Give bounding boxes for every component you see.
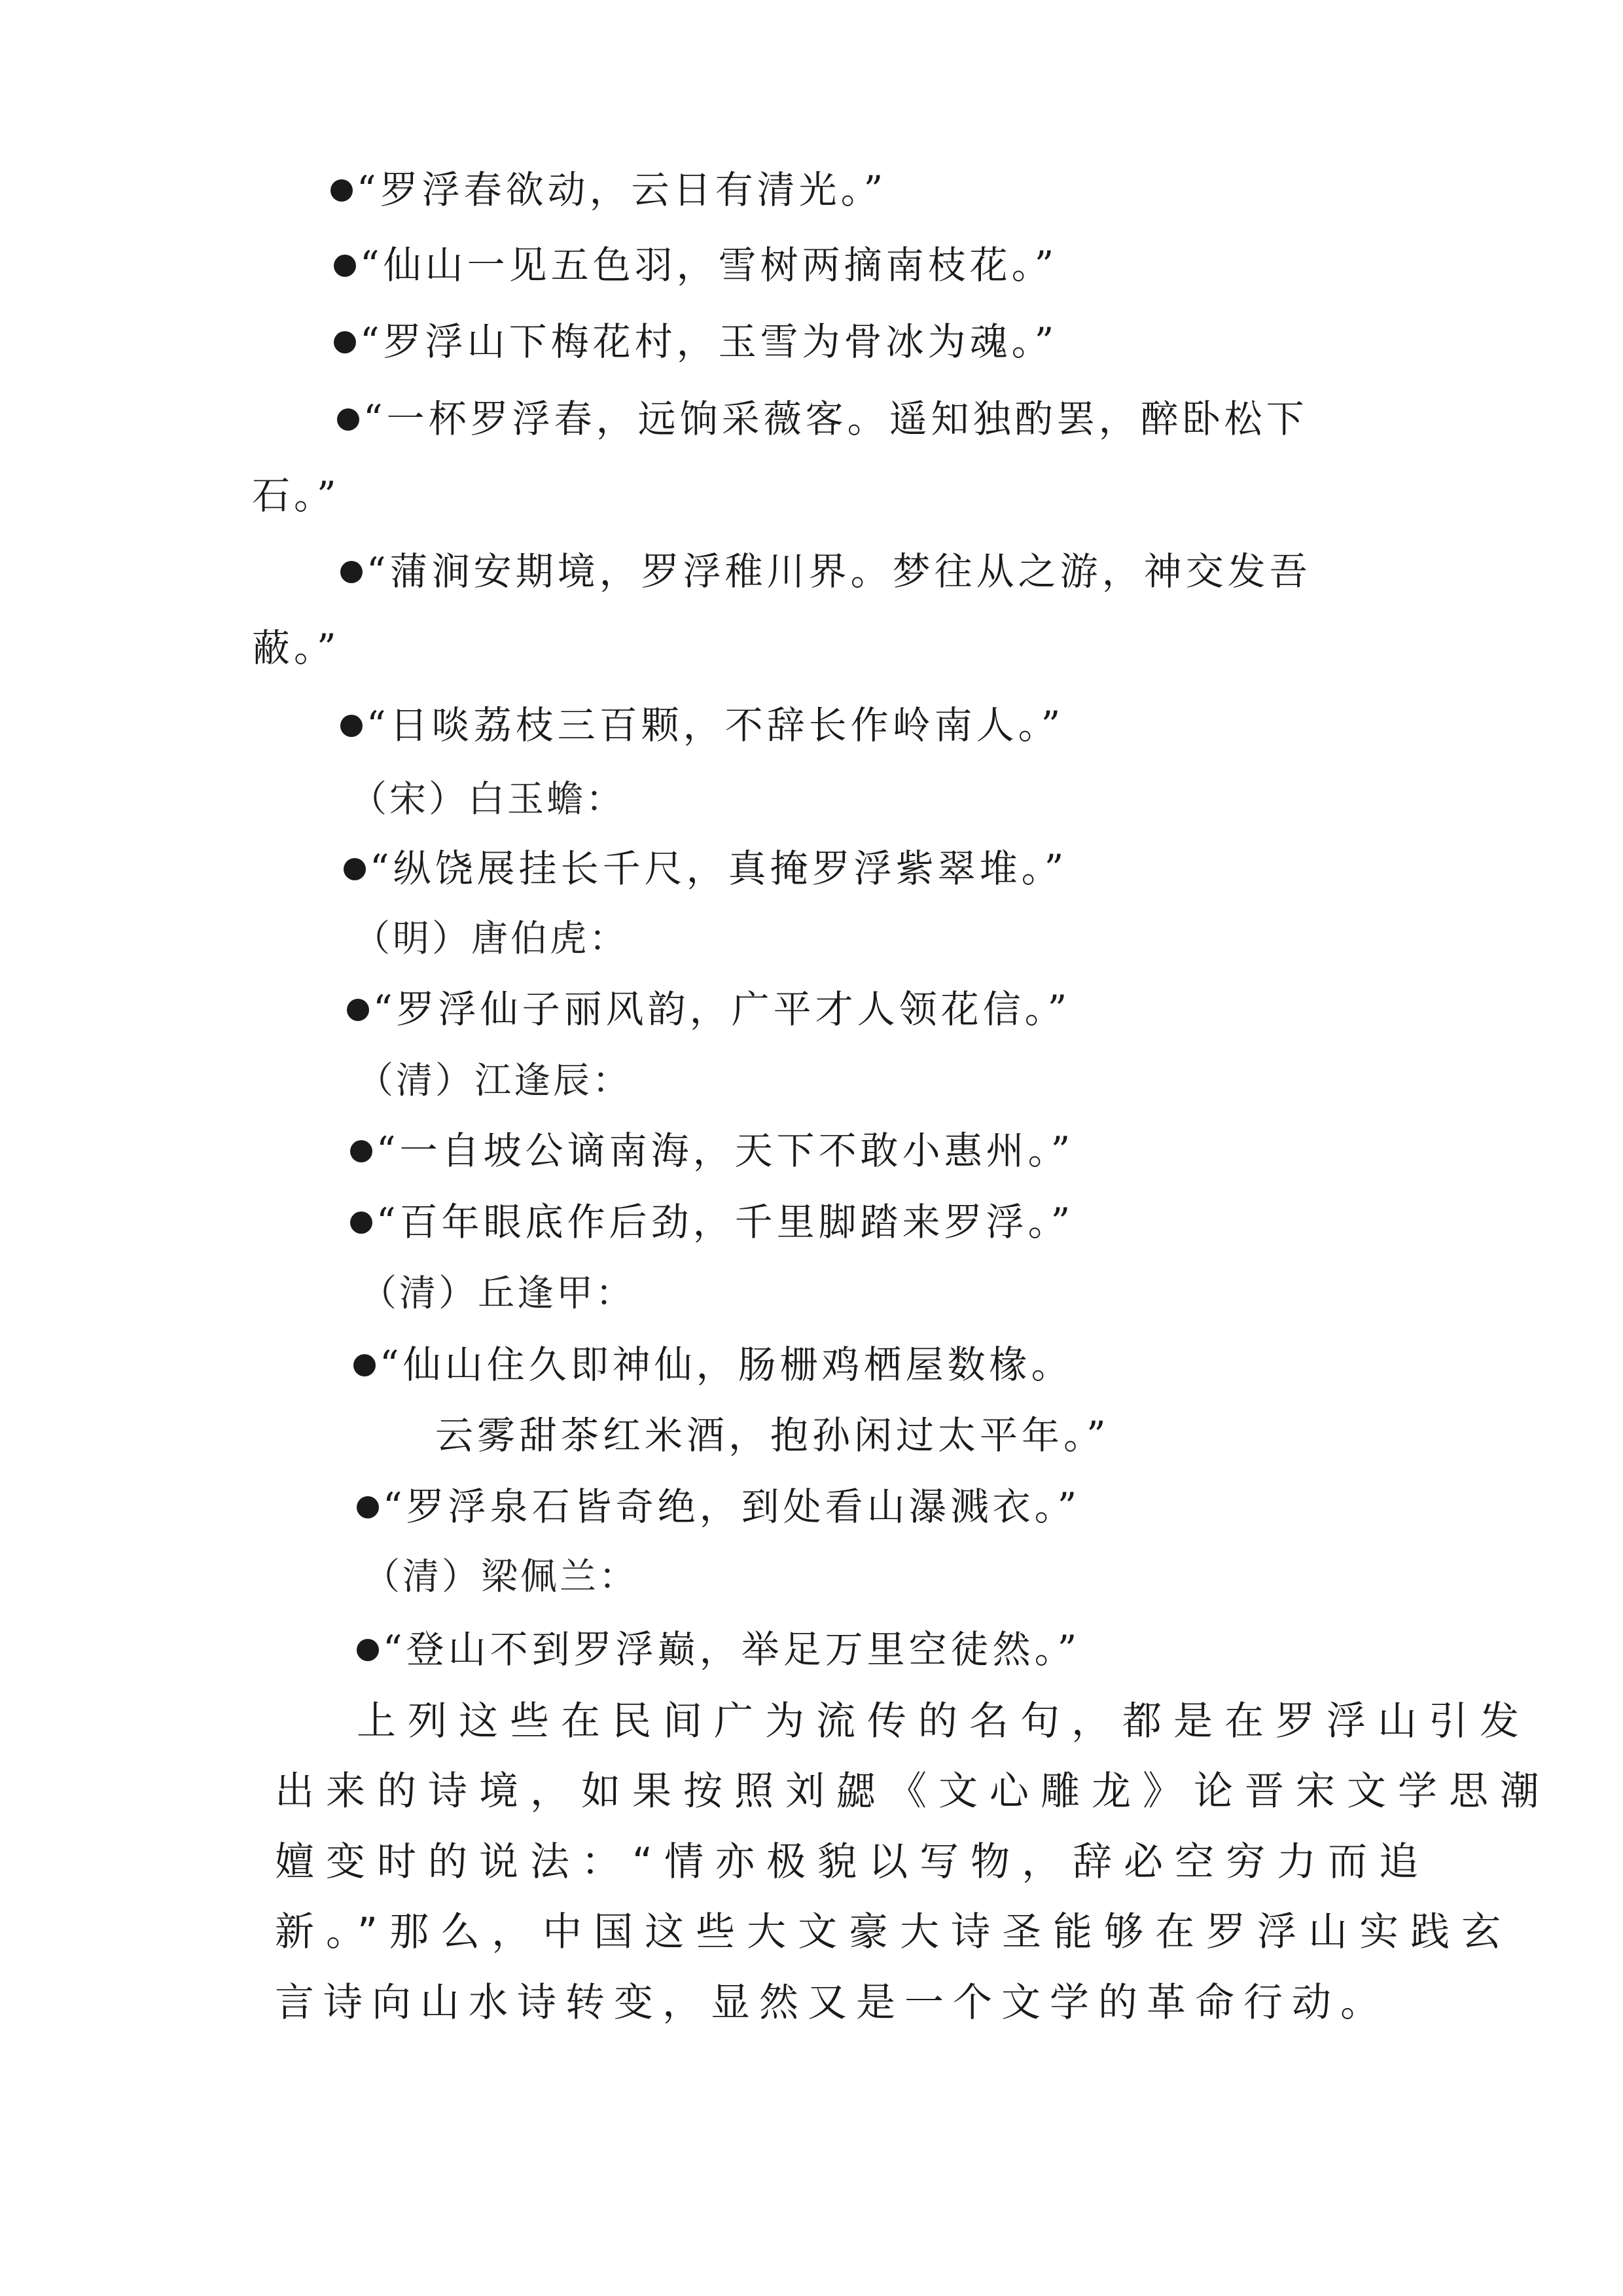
quote-continuation xyxy=(252,625,340,671)
author-heading: （明）唐伯虎： xyxy=(353,918,628,960)
bullet-icon xyxy=(330,179,353,202)
quote-line xyxy=(340,702,1064,748)
body-paragraph-line: 新。”那么，中国这些大文豪大诗圣能够在罗浮山实践玄 xyxy=(275,1909,1513,1955)
quote-line xyxy=(357,1484,1080,1530)
quote-text: “百年眼底作后劲，千里脚踏来罗浮。” xyxy=(376,1200,1075,1244)
quote-text: “罗浮仙子丽风韵，广平才人领花信。” xyxy=(373,987,1071,1031)
quote-line xyxy=(353,1342,1073,1388)
bullet-icon xyxy=(357,1639,379,1661)
quote-line xyxy=(357,1626,1080,1672)
quote-line xyxy=(340,548,1311,594)
quote-line xyxy=(330,167,887,213)
body-paragraph-line: 言诗向山水诗转变，显然又是一个文学的革命行动。 xyxy=(275,1980,1389,2026)
bullet-icon xyxy=(357,1496,379,1518)
quote-continuation xyxy=(435,1412,1110,1458)
author-heading: （清）梁佩兰： xyxy=(363,1556,638,1598)
quote-line xyxy=(334,319,1058,365)
body-paragraph-line: 嬗变时的说法：“情亦极貌以写物，辞必空穷力而追 xyxy=(275,1839,1431,1885)
quote-line xyxy=(350,1128,1074,1174)
quote-text: “仙山一见五色羽，雪树两摘南枝花。” xyxy=(360,243,1058,287)
author-heading: （宋）白玉蟾： xyxy=(350,778,625,821)
bullet-icon xyxy=(334,331,356,353)
quote-text: 云雾甜茶红米酒，抱孙闲过太平年。” xyxy=(435,1413,1110,1458)
quote-text: 石。” xyxy=(252,473,340,518)
quote-text: “罗浮春欲动，云日有清光。” xyxy=(357,168,887,212)
quote-line xyxy=(334,242,1058,288)
quote-text: “纵饶展挂长千尺，真掩罗浮紫翠堆。” xyxy=(370,846,1068,891)
quote-text: “登山不到罗浮巅，举足万里空徒然。” xyxy=(383,1627,1081,1672)
quote-text: “一杯罗浮春，远饷采薇客。遥知独酌罢，醉卧松下 xyxy=(363,397,1308,441)
bullet-icon xyxy=(344,858,366,880)
author-heading: （清）丘逢甲： xyxy=(360,1272,635,1315)
bullet-icon xyxy=(350,1211,372,1234)
quote-line xyxy=(347,986,1071,1032)
bullet-icon xyxy=(334,255,356,277)
bullet-icon xyxy=(347,999,369,1021)
bullet-icon xyxy=(340,561,363,583)
bullet-icon xyxy=(353,1354,376,1376)
quote-text: “罗浮山下梅花村，玉雪为骨冰为魂。” xyxy=(360,319,1058,364)
bullet-icon xyxy=(340,715,363,737)
quote-line xyxy=(344,846,1067,891)
quote-line xyxy=(337,396,1308,442)
quote-text: “一自坡公谪南海，天下不敢小惠州。” xyxy=(376,1128,1075,1173)
body-paragraph-line: 上列这些在民间广为流传的名句，都是在罗浮山引发 xyxy=(357,1698,1531,1744)
quote-text: 蔽。” xyxy=(252,626,340,670)
bullet-icon xyxy=(337,408,359,431)
quote-text: “罗浮泉石皆奇绝，到处看山瀑溅衣。” xyxy=(383,1484,1081,1529)
quote-continuation xyxy=(252,473,340,518)
author-heading: （清）江逢辰： xyxy=(357,1060,632,1102)
quote-line xyxy=(350,1199,1074,1245)
body-paragraph-line: 出来的诗境，如果按照刘勰《文心雕龙》论晋宋文学思潮 xyxy=(275,1768,1551,1814)
bullet-icon xyxy=(350,1140,372,1162)
quote-text: “日啖荔枝三百颗，不辞长作岭南人。” xyxy=(366,703,1065,747)
quote-text: “蒲涧安期境，罗浮稚川界。梦往从之游，神交发吾 xyxy=(366,549,1311,594)
quote-text: “仙山住久即神仙，肠栅鸡栖屋数椽。 xyxy=(380,1342,1073,1387)
